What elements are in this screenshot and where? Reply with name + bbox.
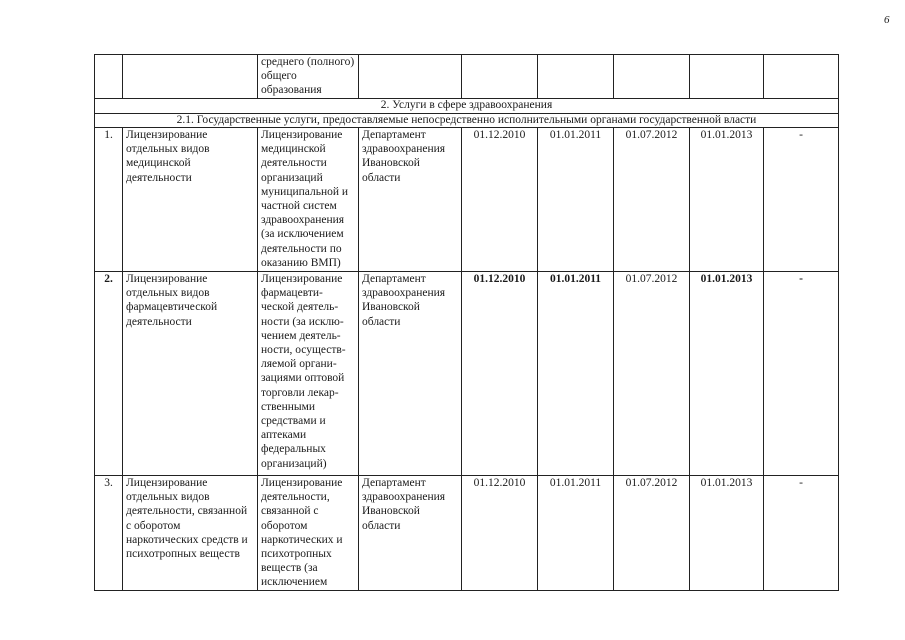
date-3: 01.07.2012 [614, 128, 690, 272]
date-3: 01.07.2012 [614, 272, 690, 476]
table-row [95, 55, 839, 99]
table-row [95, 476, 839, 591]
department: Департамент здравоохранения Ивановской области [359, 272, 462, 476]
section-row [95, 99, 839, 114]
department: Департамент здравоохранения Ивановской области [359, 128, 462, 272]
services-table [94, 54, 839, 591]
section-title: 2. Услуги в сфере здравоохранения [95, 99, 839, 114]
date-2: 01.01.2011 [538, 128, 614, 272]
row-number: 2. [95, 272, 123, 476]
date-2: 01.01.2011 [538, 272, 614, 476]
page-number: 6 [884, 14, 890, 26]
service-cell [123, 55, 258, 99]
date-1: 01.12.2010 [462, 128, 538, 272]
row-number: 1. [95, 128, 123, 272]
service-name: Лицензирование отдельных видов деятельности, связанной с оборотом наркотических средств и психотропных веществ [123, 476, 258, 591]
note: - [764, 272, 839, 476]
table-row [95, 272, 839, 476]
license-description: Лицензирование медицинской деятельности организаций муниципальной и частной систем здравоохранения (за исключением деятельности по оказанию ВМП) [258, 128, 359, 272]
table-row [95, 128, 839, 272]
date-4: 01.01.2013 [690, 128, 764, 272]
date-1: 01.12.2010 [462, 476, 538, 591]
date-3: 01.07.2012 [614, 476, 690, 591]
date-cell [614, 55, 690, 99]
date-cell [538, 55, 614, 99]
department-cell [359, 55, 462, 99]
note: - [764, 128, 839, 272]
date-cell [690, 55, 764, 99]
license-description: Лицензирование деятельности, связанной с оборотом наркотических и психотропных веществ (за исключением [258, 476, 359, 591]
row-number: 3. [95, 476, 123, 591]
note-cell [764, 55, 839, 99]
subsection-title: 2.1. Государственные услуги, предоставляемые непосредственно исполнительными органами государственной власти [95, 114, 839, 128]
note: - [764, 476, 839, 591]
service-name: Лицензирование отдельных видов медицинской деятельности [123, 128, 258, 272]
date-4: 01.01.2013 [690, 476, 764, 591]
subsection-row [95, 114, 839, 128]
date-4: 01.01.2013 [690, 272, 764, 476]
num-cell [95, 55, 123, 99]
date-1: 01.12.2010 [462, 272, 538, 476]
license-cell: среднего (полного) общего образования [258, 55, 359, 99]
date-cell [462, 55, 538, 99]
license-description: Лицензирование фармацевти-ческой деятель-ности (за исклю-чением деятель-ности, осуществ-ляемой органи-зациями оптовой торговли лекар-ственными средствами и аптеками федеральных организаций) [258, 272, 359, 476]
date-2: 01.01.2011 [538, 476, 614, 591]
service-name: Лицензирование отдельных видов фармацевтической деятельности [123, 272, 258, 476]
department: Департамент здравоохранения Ивановской области [359, 476, 462, 591]
